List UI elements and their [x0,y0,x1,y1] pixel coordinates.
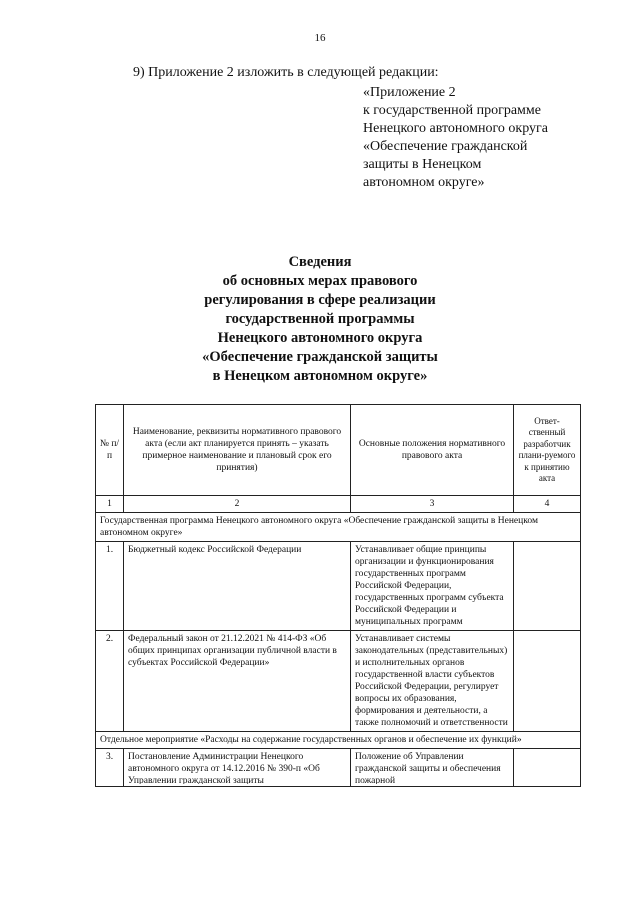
title-line: регулирования в сфере реализации [204,292,436,308]
column-number: 2 [124,496,351,513]
appendix-heading [363,84,548,192]
row-provisions [351,749,514,787]
header-act: Наименование, реквизиты нормативного правового акта (если акт планируется принять – указать примерное наименование и плановый срок его принятия) [124,405,351,496]
row-developer [514,542,581,631]
appendix-line: «Приложение 2 [363,85,456,100]
column-number: 4 [514,496,581,513]
table-row [96,749,581,787]
title-line: об основных мерах правового [222,273,418,289]
column-number-row [96,496,581,513]
amendment-intro: 9) Приложение 2 изложить в следующей редакции: [133,65,439,80]
appendix-line: автономном округе» [363,175,485,190]
row-developer [514,631,581,732]
appendix-line: защиты в Ненецком [363,157,482,172]
row-number: 2. [96,631,124,732]
appendix-line: Ненецкого автономного округа [363,121,548,136]
title-line: Сведения [288,254,352,270]
header-provisions: Основные положения нормативного правового акта [351,405,514,496]
appendix-line: «Обеспечение гражданской [363,139,528,154]
row-act-text: Постановление Администрации Ненецкого автономного округа от 14.12.2016 № 390-п «Об Управлении гражданской защиты [128,752,320,784]
table-row [96,542,581,631]
header-number: № п/п [96,405,124,496]
title-line: в Ненецком автономном округе» [212,368,428,384]
page-number: 16 [314,32,326,44]
column-number: 1 [96,496,124,513]
table-header-row [96,405,581,496]
row-act: Бюджетный кодекс Российской Федерации [124,542,351,631]
title-line: «Обеспечение гражданской защиты [202,349,438,365]
row-number: 3. [96,749,124,787]
table-row [96,631,581,732]
row-provisions-text: Положение об Управлении гражданской защиты и обеспечения пожарной [355,752,501,784]
row-provisions: Устанавливает общие принципы организации и функционирования государственных программ Российской Федерации, государственных программ субъекта Российской Федерации и муниципальных программ [351,542,514,631]
section-program: Государственная программа Ненецкого автономного округа «Обеспечение гражданской защиты в Ненецком автономном округе» [96,513,581,542]
section-row [96,513,581,542]
row-developer [514,749,581,787]
row-number: 1. [96,542,124,631]
section-activity: Отдельное мероприятие «Расходы на содержание государственных органов и обеспечение их функций» [96,732,581,749]
column-number: 3 [351,496,514,513]
title-line: Ненецкого автономного округа [217,330,423,346]
row-act: Федеральный закон от 21.12.2021 № 414-ФЗ «Об общих принципах организации публичной власти в субъектах Российской Федерации» [124,631,351,732]
appendix-line: к государственной программе [363,103,541,118]
document-title [0,253,640,386]
section-row [96,732,581,749]
row-act [124,749,351,787]
header-developer: Ответ-ственный разработчик плани-руемого к принятию акта [514,405,581,496]
row-provisions: Устанавливает системы законодательных (представительных) и исполнительных органов государственной власти субъектов Российской Федерации, регулирует вопросы их образования, формирования и деятельности, а также полномочий и ответственности [351,631,514,732]
regulation-table [95,404,581,787]
title-line: государственной программы [225,311,415,327]
